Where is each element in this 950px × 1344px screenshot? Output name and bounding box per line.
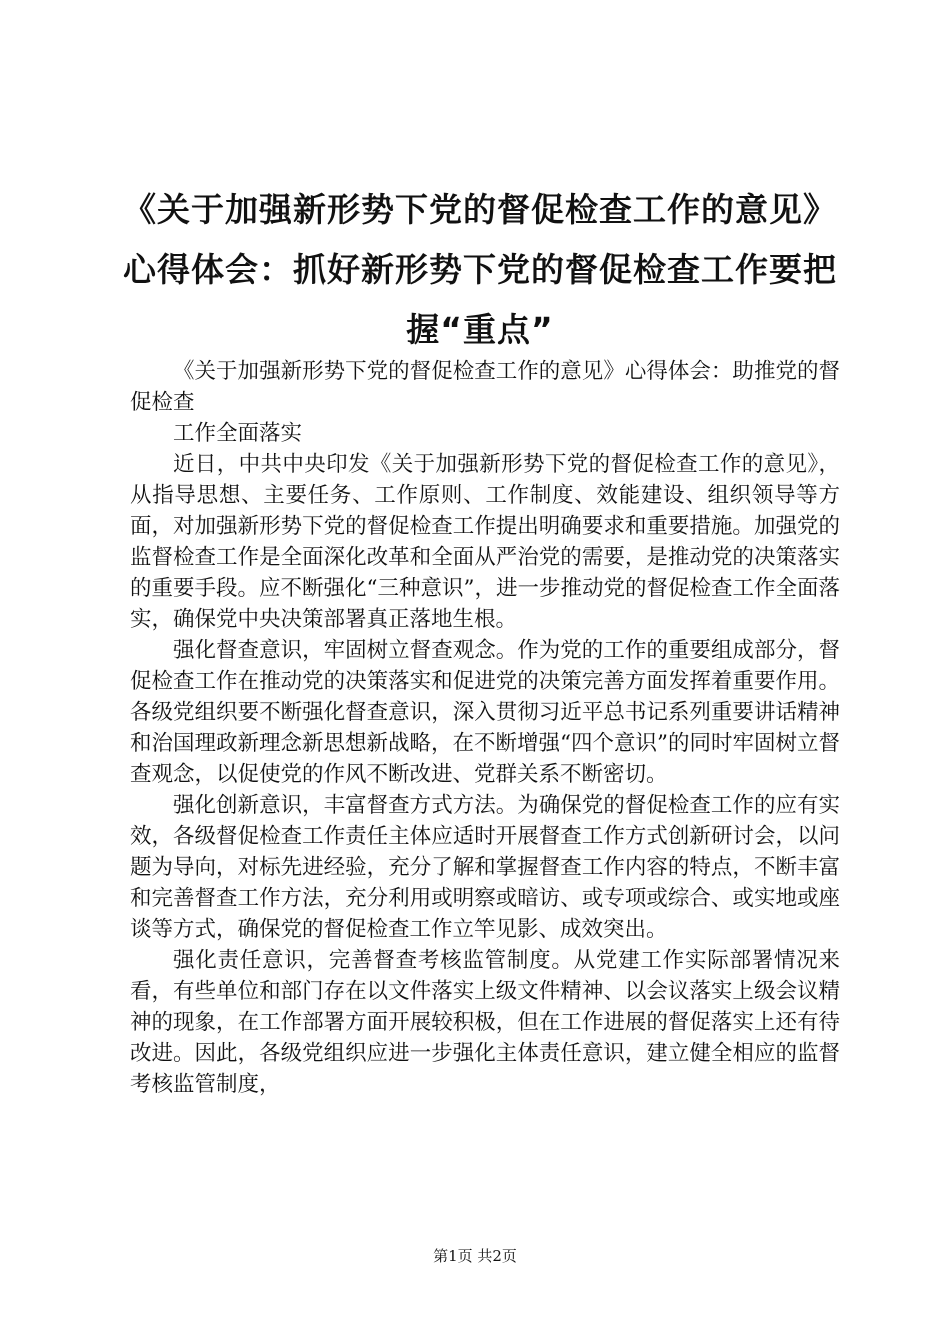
paragraph-intro-line-1: 《关于加强新形势下党的督促检查工作的意见》心得体会：助推党的督促检查 <box>130 359 840 415</box>
paragraph-innovation-awareness: 强化创新意识，丰富督查方式方法。为确保党的督促检查工作的应有实效，各级督促检查工作责任主体应适时开展督查工作方式创新研讨会，以问题为导向，对标先进经验，充分了解和掌握督查工作内容的特点，不断丰富和完善督查工作方法，充分利用或明察或暗访、或专项或综合、或实地或座谈等方式，确保党的督促检查工作立竿见影、成效突出。 <box>130 793 840 942</box>
paragraph-intro-line-2: 工作全面落实 <box>173 421 303 446</box>
paragraph-overview: 近日，中共中央印发《关于加强新形势下党的督促检查工作的意见》，从指导思想、主要任务、工作原则、工作制度、效能建设、组织领导等方面，对加强新形势下党的督促检查工作提出明确要求和重要措施。加强党的监督检查工作是全面深化改革和全面从严治党的需要，是推动党的决策落实的重要手段。应不断强化“三种意识”，进一步推动党的督促检查工作全面落实，确保党中央决策部署真正落地生根。 <box>130 452 840 632</box>
paragraph-responsibility-awareness: 强化责任意识，完善督查考核监管制度。从党建工作实际部署情况来看，有些单位和部门存在以文件落实上级文件精神、以会议落实上级会议精神的现象，在工作部署方面开展较积极，但在工作进展的督促落实上还有待改进。因此，各级党组织应进一步强化主体责任意识，建立健全相应的监督考核监管制度， <box>130 948 840 1097</box>
document-body <box>130 356 840 1100</box>
paragraph-supervision-awareness: 强化督查意识，牢固树立督查观念。作为党的工作的重要组成部分，督促检查工作在推动党的决策落实和促进党的决策完善方面发挥着重要作用。各级党组织要不断强化督查意识，深入贯彻习近平总书记系列重要讲话精神和治国理政新理念新思想新战略，在不断增强“四个意识”的同时牢固树立督查观念，以促使党的作风不断改进、党群关系不断密切。 <box>130 638 840 787</box>
document-title: 《关于加强新形势下党的督促检查工作的意见》心得体会：抓好新形势下党的督促检查工作要把握“重点” <box>123 190 837 349</box>
page-number-footer: 第1页 共2页 <box>433 1247 517 1265</box>
